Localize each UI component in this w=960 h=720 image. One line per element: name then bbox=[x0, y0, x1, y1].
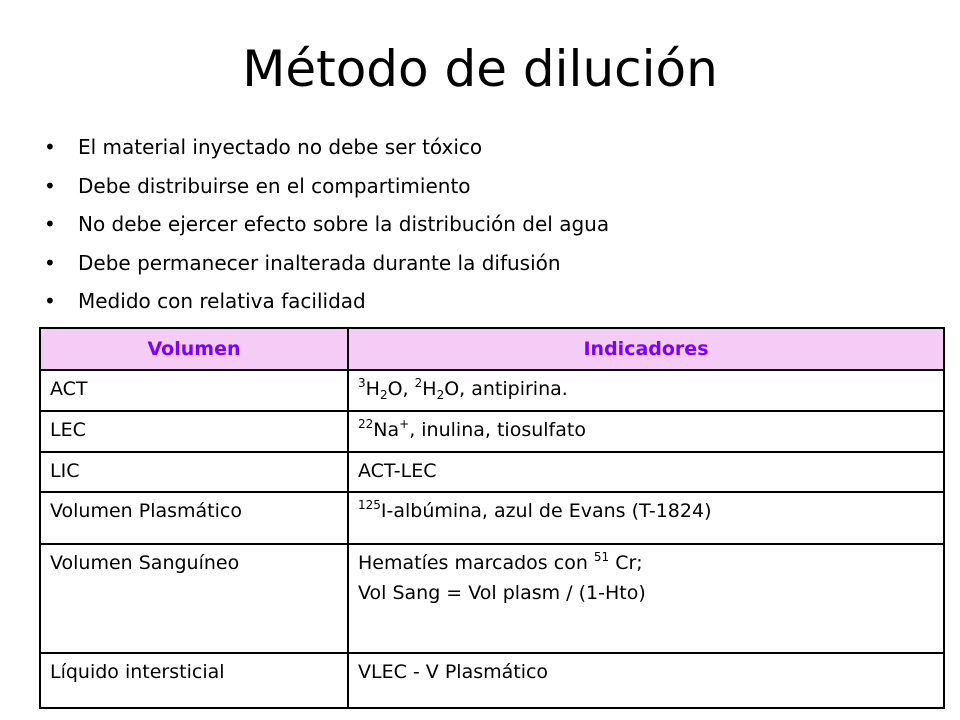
bullet-dot-icon: • bbox=[44, 135, 56, 159]
bullet-list bbox=[44, 128, 609, 321]
indicador-cell bbox=[348, 411, 944, 452]
bullet-item bbox=[44, 128, 609, 167]
bullet-dot-icon: • bbox=[44, 289, 56, 313]
indicador-cell bbox=[348, 653, 944, 708]
indicador-text: Hematíes marcados con bbox=[358, 552, 594, 574]
isotope-superscript: 125 bbox=[358, 498, 381, 512]
bullet-text: El material inyectado no debe ser tóxico bbox=[78, 135, 483, 159]
indicador-text: O, bbox=[387, 378, 415, 400]
indicador-text: Cr; bbox=[609, 552, 643, 574]
indicador-text: , inulina, tiosulfato bbox=[409, 419, 586, 441]
bullet-dot-icon: • bbox=[44, 212, 56, 236]
indicador-cell bbox=[348, 370, 944, 411]
indicador-text: Na bbox=[373, 419, 400, 441]
slide-title: Método de dilución bbox=[242, 40, 718, 98]
indicador-text: I-albúmina, azul de Evans (T-1824) bbox=[380, 500, 712, 522]
table-row bbox=[40, 411, 944, 452]
charge-superscript: + bbox=[399, 417, 410, 431]
bullet-item bbox=[44, 244, 609, 283]
bullet-item bbox=[44, 167, 609, 206]
indicador-text: H bbox=[365, 378, 380, 400]
isotope-superscript: 2 bbox=[414, 376, 423, 390]
header-volumen: Volumen bbox=[40, 328, 348, 370]
indicador-cell bbox=[348, 492, 944, 544]
indicador-text: O, antipirina. bbox=[444, 378, 568, 400]
indicador-text: ACT-LEC bbox=[358, 460, 437, 482]
bullet-item bbox=[44, 205, 609, 244]
bullet-dot-icon: • bbox=[44, 173, 56, 198]
isotope-superscript: 3 bbox=[358, 376, 366, 390]
table-row bbox=[40, 653, 944, 708]
table-row bbox=[40, 544, 944, 653]
isotope-superscript: 22 bbox=[358, 417, 374, 431]
volumen-cell: ACT bbox=[40, 370, 348, 411]
volumen-cell: Volumen Plasmático bbox=[40, 492, 348, 544]
bullet-text: No debe ejercer efecto sobre la distribución del agua bbox=[78, 212, 610, 236]
bullet-text: Medido con relativa facilidad bbox=[78, 289, 366, 313]
volumen-cell: LEC bbox=[40, 411, 348, 452]
table-row bbox=[40, 452, 944, 492]
volumen-cell: Líquido intersticial bbox=[40, 653, 348, 708]
bullet-text: Debe distribuirse en el compartimiento bbox=[78, 173, 471, 198]
indicador-cell bbox=[348, 452, 944, 492]
subscript: 2 bbox=[379, 388, 388, 402]
indicador-cell bbox=[348, 544, 944, 653]
table-header-row bbox=[40, 328, 944, 370]
indicador-text: VLEC - V Plasmático bbox=[358, 661, 549, 683]
bullet-dot-icon: • bbox=[44, 250, 56, 275]
indicador-text: H bbox=[422, 378, 437, 400]
isotope-superscript: 51 bbox=[593, 550, 610, 564]
bullet-item bbox=[44, 282, 609, 321]
bullet-text: Debe permanecer inalterada durante la difusión bbox=[78, 250, 561, 275]
table-row bbox=[40, 492, 944, 544]
indicators-table bbox=[39, 327, 945, 709]
table-row bbox=[40, 370, 944, 411]
indicador-formula: Vol Sang = Vol plasm / (1-Hto) bbox=[358, 582, 646, 604]
header-indicadores: Indicadores bbox=[348, 328, 944, 370]
volumen-cell: LIC bbox=[40, 452, 348, 492]
volumen-cell: Volumen Sanguíneo bbox=[40, 544, 348, 653]
subscript: 2 bbox=[436, 388, 445, 402]
